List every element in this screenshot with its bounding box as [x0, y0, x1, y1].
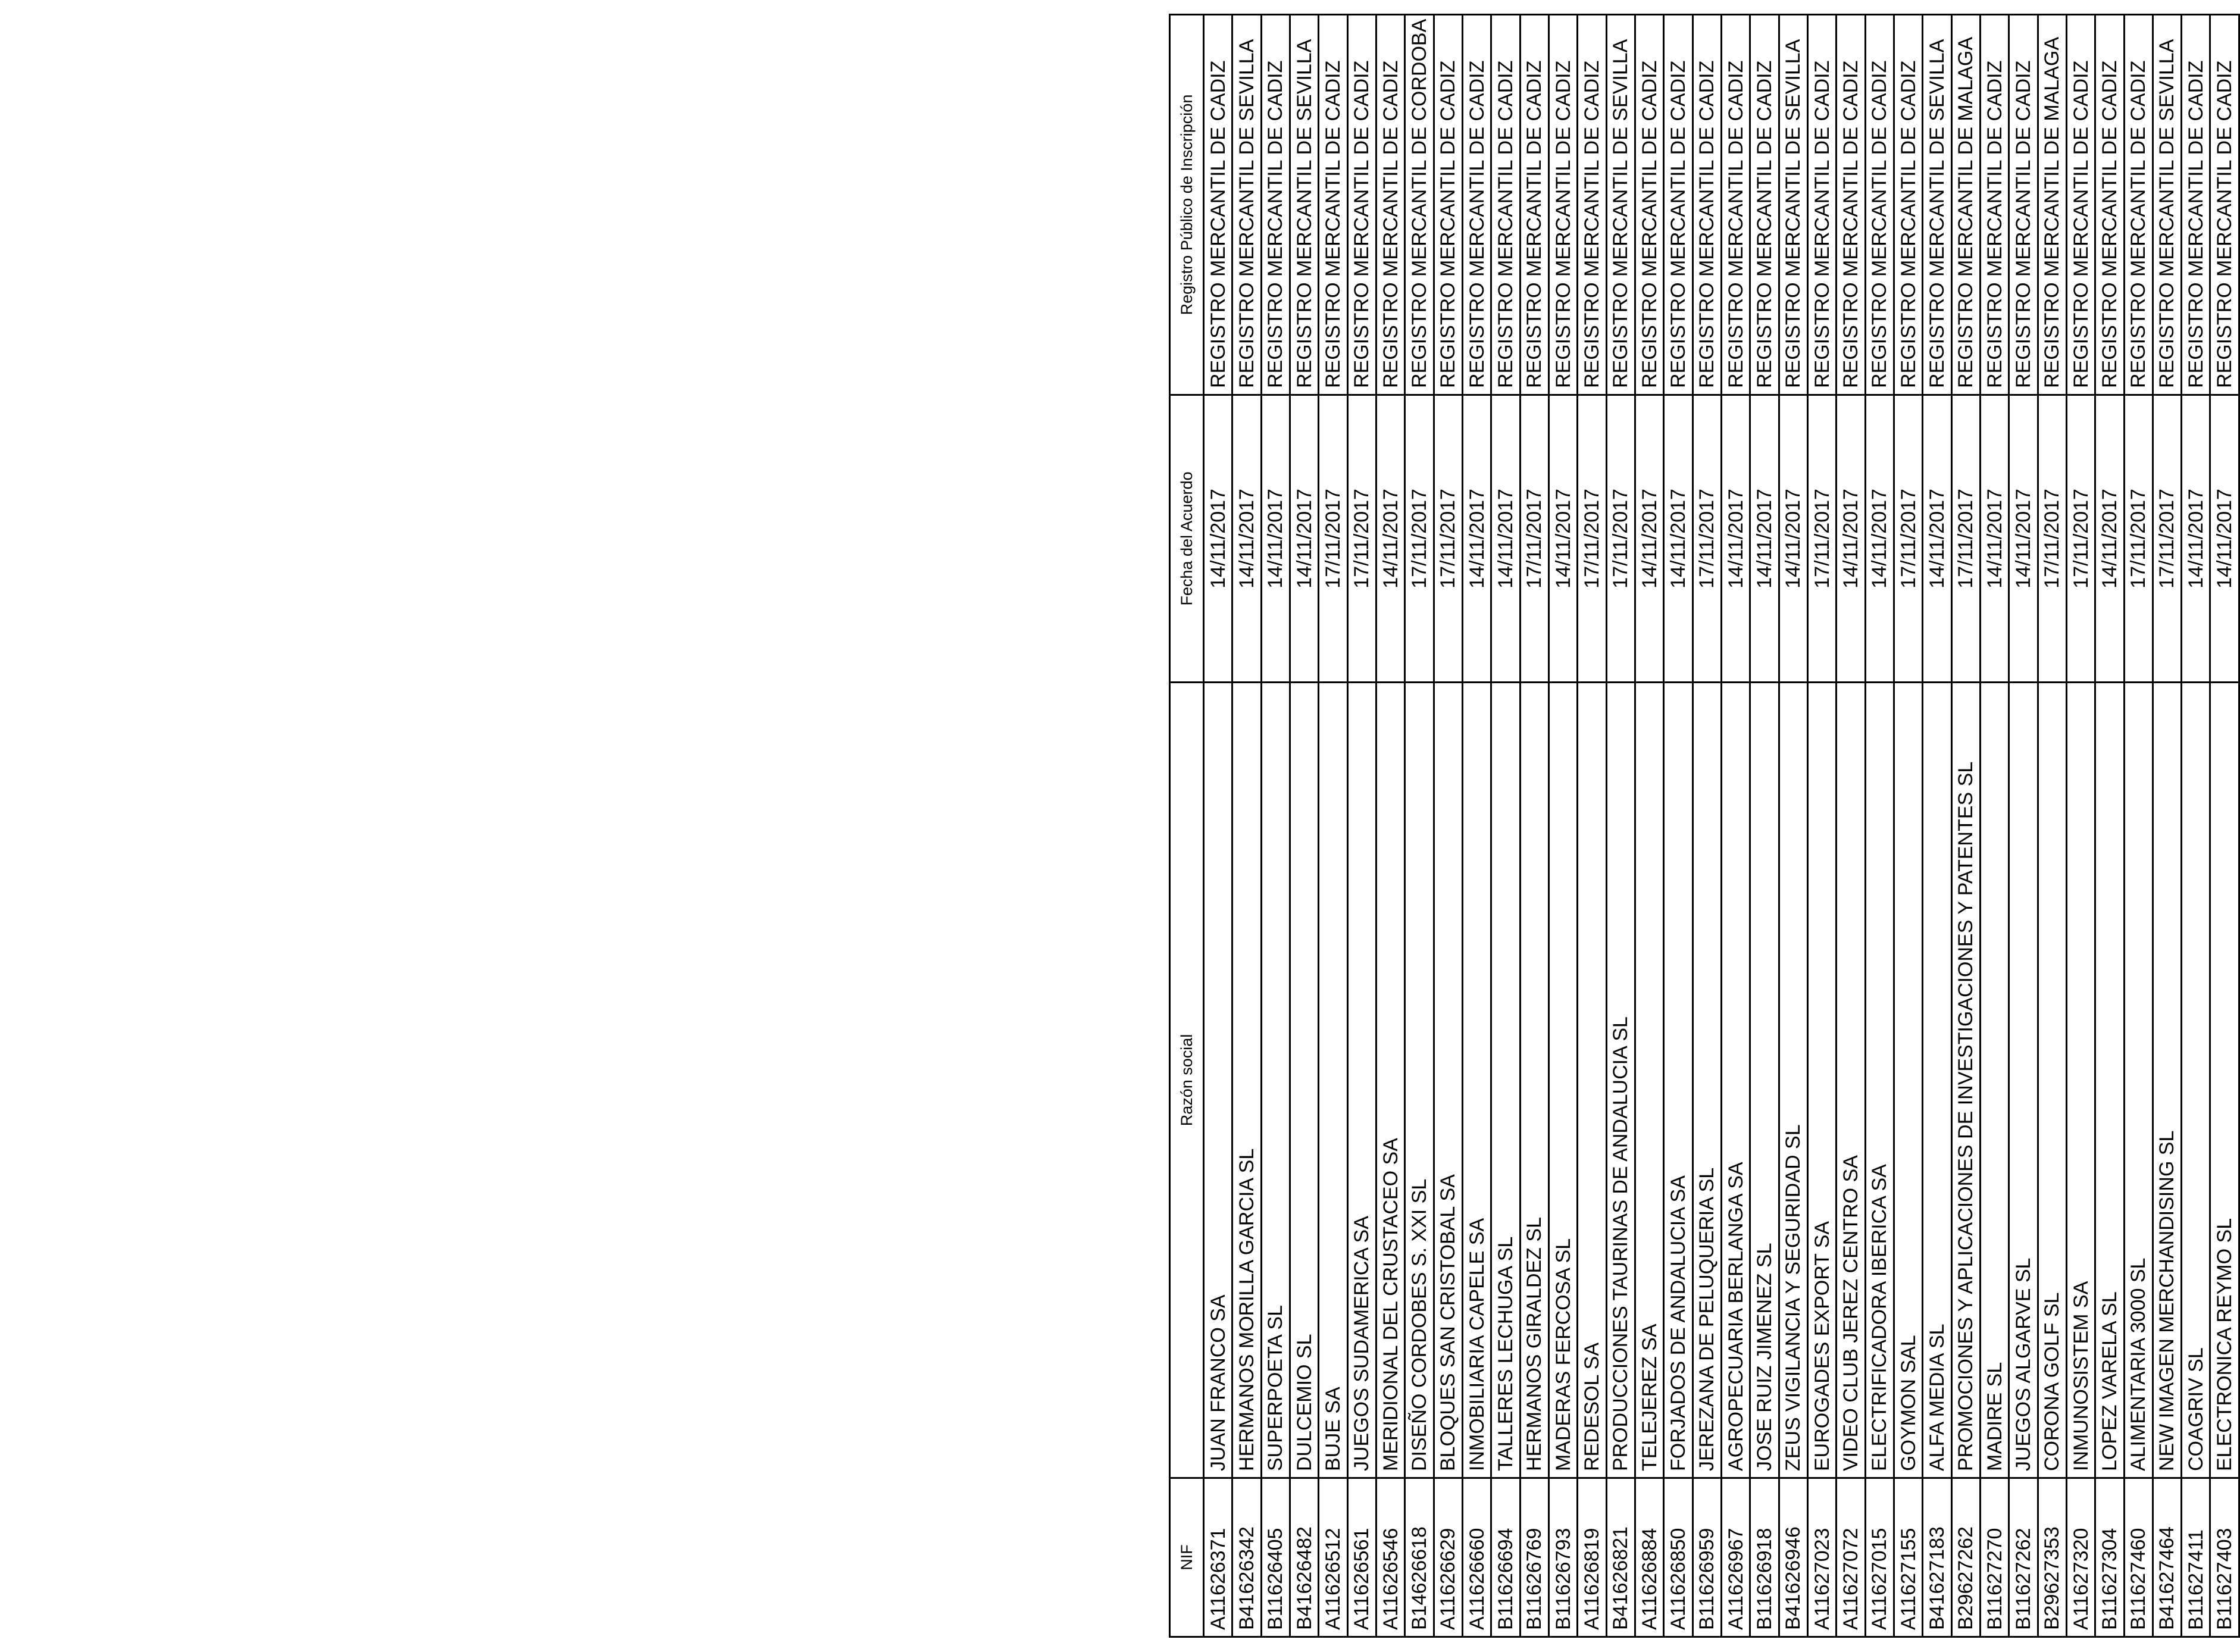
nif-cell: A11626850 [1664, 1478, 1692, 1637]
nif-cell: B11627270 [1980, 1478, 2009, 1637]
registro-cell: REGISTRO MERCANTIL DE CADIZ [1578, 15, 1606, 395]
razon-social-cell: JEREZANA DE PELUQUERIA SL [1692, 683, 1721, 1478]
registro-cell: REGISTRO MERCANTIL DE CADIZ [1750, 15, 1779, 395]
fecha-cell: 17/11/2017 [1951, 395, 1980, 683]
table-row [2124, 15, 2153, 1637]
nif-cell: B11627460 [2124, 1478, 2153, 1637]
fecha-cell: 17/11/2017 [1434, 395, 1462, 683]
nif-cell: A11627320 [2066, 1478, 2095, 1637]
fecha-cell: 17/11/2017 [1606, 395, 1635, 683]
table-row [1578, 15, 1606, 1637]
registro-cell: REGISTRO MERCANTIL DE CADIZ [1837, 15, 1865, 395]
razon-social-cell: DULCEMIO SL [1290, 683, 1318, 1478]
nif-cell: B11626793 [1548, 1478, 1577, 1637]
header-fecha-acuerdo: Fecha del Acuerdo [1170, 395, 1204, 683]
table-row [1290, 15, 1318, 1637]
table-header [1170, 15, 1204, 1637]
nif-cell: B29627353 [2038, 1478, 2066, 1637]
registro-cell: REGISTRO MERCANTIL DE CADIZ [1980, 15, 2009, 395]
table-row [1721, 15, 1750, 1637]
table-row [2153, 15, 2181, 1637]
fecha-cell: 14/11/2017 [1635, 395, 1663, 683]
fecha-cell: 14/11/2017 [1290, 395, 1318, 683]
razon-social-cell: ALIMENTARIA 3000 SL [2124, 683, 2153, 1478]
fecha-cell: 17/11/2017 [1692, 395, 1721, 683]
table-row [1462, 15, 1491, 1637]
nif-cell: B11627262 [2009, 1478, 2038, 1637]
table-row [1405, 15, 1434, 1637]
registro-cell: REGISTRO MERCANTIL DE SEVILLA [1923, 15, 1951, 395]
nif-cell: B11626769 [1520, 1478, 1548, 1637]
table-row [1807, 15, 1836, 1637]
registro-cell: REGISTRO MERCANTIL DE CADIZ [1376, 15, 1404, 395]
nif-cell: A11627015 [1865, 1478, 1894, 1637]
nif-cell: B11626405 [1261, 1478, 1290, 1637]
table-row [1261, 15, 1290, 1637]
fecha-cell: 14/11/2017 [2095, 395, 2124, 683]
registro-cell: REGISTRO MERCANTIL DE CADIZ [1865, 15, 1894, 395]
registro-cell: REGISTRO MERCANTIL DE CADIZ [1721, 15, 1750, 395]
razon-social-cell: ELECTRIFICADORA IBERICA SA [1865, 683, 1894, 1478]
razon-social-cell: JUEGOS SUDAMERICA SA [1347, 683, 1376, 1478]
table-row [2038, 15, 2066, 1637]
razon-social-cell: CORONA GOLF SL [2038, 683, 2066, 1478]
registro-cell: REGISTRO MERCANTIL DE SEVILLA [1290, 15, 1318, 395]
fecha-cell: 14/11/2017 [1779, 395, 1807, 683]
razon-social-cell: VIDEO CLUB JEREZ CENTRO SA [1837, 683, 1865, 1478]
nif-cell: B11627304 [2095, 1478, 2124, 1637]
registro-cell: REGISTRO MERCANTIL DE CADIZ [1548, 15, 1577, 395]
registro-cell: REGISTRO MERCANTIL DE CADIZ [1462, 15, 1491, 395]
fecha-cell: 17/11/2017 [1319, 395, 1347, 683]
table-row [1376, 15, 1404, 1637]
table-row [2210, 15, 2239, 1637]
table-row [1635, 15, 1663, 1637]
razon-social-cell: AGROPECUARIA BERLANGA SA [1721, 683, 1750, 1478]
razon-social-cell: SUPERPOETA SL [1261, 683, 1290, 1478]
registro-cell: REGISTRO MERCANTIL DE CADIZ [2066, 15, 2095, 395]
razon-social-cell: NEW IMAGEN MERCHANDISING SL [2153, 683, 2181, 1478]
table-row [1779, 15, 1807, 1637]
nif-cell: B11627411 [2182, 1478, 2210, 1637]
table-row [1319, 15, 1347, 1637]
registro-cell: REGISTRO MERCANTIL DE SEVILLA [2153, 15, 2181, 395]
table-row [1865, 15, 1894, 1637]
razon-social-cell: JUAN FRANCO SA [1204, 683, 1232, 1478]
razon-social-cell: TALLERES LECHUGA SL [1491, 683, 1520, 1478]
fecha-cell: 14/11/2017 [2210, 395, 2239, 683]
nif-cell: B11626918 [1750, 1478, 1779, 1637]
fecha-cell: 14/11/2017 [1980, 395, 2009, 683]
registry-table [1169, 14, 2240, 1638]
nif-cell: A11626660 [1462, 1478, 1491, 1637]
table-row [1750, 15, 1779, 1637]
fecha-cell: 14/11/2017 [1204, 395, 1232, 683]
nif-cell: A11626819 [1578, 1478, 1606, 1637]
table-row [2095, 15, 2124, 1637]
fecha-cell: 17/11/2017 [1347, 395, 1376, 683]
header-row [1170, 15, 1204, 1637]
table-row [1232, 15, 1261, 1637]
fecha-cell: 14/11/2017 [1462, 395, 1491, 683]
registro-cell: REGISTRO MERCANTIL DE CADIZ [1692, 15, 1721, 395]
fecha-cell: 17/11/2017 [1405, 395, 1434, 683]
table-row [1951, 15, 1980, 1637]
razon-social-cell: ZEUS VIGILANCIA Y SEGURIDAD SL [1779, 683, 1807, 1478]
nif-cell: A11626371 [1204, 1478, 1232, 1637]
fecha-cell: 14/11/2017 [2182, 395, 2210, 683]
rotated-table-container [1169, 15, 2240, 1638]
nif-cell: B41626946 [1779, 1478, 1807, 1637]
razon-social-cell: FORJADOS DE ANDALUCIA SA [1664, 683, 1692, 1478]
fecha-cell: 17/11/2017 [2038, 395, 2066, 683]
razon-social-cell: HERMANOS GIRALDEZ SL [1520, 683, 1548, 1478]
razon-social-cell: INMUNOSISTEM SA [2066, 683, 2095, 1478]
razon-social-cell: BUJE SA [1319, 683, 1347, 1478]
table-row [2182, 15, 2210, 1637]
table-body [1204, 15, 2239, 1637]
fecha-cell: 17/11/2017 [1894, 395, 1922, 683]
registro-cell: REGISTRO MERCANTIL DE CADIZ [1204, 15, 1232, 395]
header-registro: Registro Público de Inscripción [1170, 15, 1204, 395]
nif-cell: A11626546 [1376, 1478, 1404, 1637]
fecha-cell: 17/11/2017 [1520, 395, 1548, 683]
table-row [1692, 15, 1721, 1637]
table-row [1204, 15, 1232, 1637]
table-row [1347, 15, 1376, 1637]
nif-cell: A11626512 [1319, 1478, 1347, 1637]
header-nif: NIF [1170, 1478, 1204, 1637]
registro-cell: REGISTRO MERCANTIL DE CADIZ [1635, 15, 1663, 395]
registro-cell: REGISTRO MERCANTIL DE CADIZ [1520, 15, 1548, 395]
registro-cell: REGISTRO MERCANTIL DE CADIZ [1434, 15, 1462, 395]
fecha-cell: 14/11/2017 [2009, 395, 2038, 683]
fecha-cell: 14/11/2017 [1721, 395, 1750, 683]
fecha-cell: 17/11/2017 [1578, 395, 1606, 683]
registro-cell: REGISTRO MERCANTIL DE CADIZ [1261, 15, 1290, 395]
razon-social-cell: INMOBILIARIA CAPELE SA [1462, 683, 1491, 1478]
table-row [1434, 15, 1462, 1637]
table-row [1980, 15, 2009, 1637]
razon-social-cell: REDESOL SA [1578, 683, 1606, 1478]
table-row [1491, 15, 1520, 1637]
nif-cell: B41626821 [1606, 1478, 1635, 1637]
fecha-cell: 14/11/2017 [1232, 395, 1261, 683]
razon-social-cell: MERIDIONAL DEL CRUSTACEO SA [1376, 683, 1404, 1478]
table-row [1923, 15, 1951, 1637]
fecha-cell: 14/11/2017 [1491, 395, 1520, 683]
registro-cell: REGISTRO MERCANTIL DE CADIZ [2095, 15, 2124, 395]
registro-cell: REGISTRO MERCANTIL DE SEVILLA [1779, 15, 1807, 395]
razon-social-cell: GOYMON SAL [1894, 683, 1922, 1478]
registro-cell: REGISTRO MERCANTIL DE SEVILLA [1232, 15, 1261, 395]
razon-social-cell: PRODUCCIONES TAURINAS DE ANDALUCIA SL [1606, 683, 1635, 1478]
nif-cell: B41626342 [1232, 1478, 1261, 1637]
fecha-cell: 14/11/2017 [1664, 395, 1692, 683]
table-row [1606, 15, 1635, 1637]
fecha-cell: 17/11/2017 [2124, 395, 2153, 683]
fecha-cell: 17/11/2017 [2066, 395, 2095, 683]
nif-cell: B11626959 [1692, 1478, 1721, 1637]
registro-cell: REGISTRO MERCANTIL DE CADIZ [2124, 15, 2153, 395]
razon-social-cell: BLOQUES SAN CRISTOBAL SA [1434, 683, 1462, 1478]
nif-cell: B29627262 [1951, 1478, 1980, 1637]
razon-social-cell: EUROGADES EXPORT SA [1807, 683, 1836, 1478]
fecha-cell: 14/11/2017 [1750, 395, 1779, 683]
razon-social-cell: JUEGOS ALGARVE SL [2009, 683, 2038, 1478]
razon-social-cell: ELECTRONICA REYMO SL [2210, 683, 2239, 1478]
razon-social-cell: HERMANOS MORILLA GARCIA SL [1232, 683, 1261, 1478]
razon-social-cell: TELEJEREZ SA [1635, 683, 1663, 1478]
fecha-cell: 17/11/2017 [2153, 395, 2181, 683]
registro-cell: REGISTRO MERCANTIL DE CADIZ [1894, 15, 1922, 395]
registro-cell: REGISTRO MERCANTIL DE MALAGA [2038, 15, 2066, 395]
registro-cell: REGISTRO MERCANTIL DE CADIZ [1491, 15, 1520, 395]
nif-cell: B11626694 [1491, 1478, 1520, 1637]
razon-social-cell: PROMOCIONES Y APLICACIONES DE INVESTIGACIONES Y PATENTES SL [1951, 683, 1980, 1478]
fecha-cell: 17/11/2017 [1807, 395, 1836, 683]
fecha-cell: 14/11/2017 [1548, 395, 1577, 683]
registro-cell: REGISTRO MERCANTIL DE CADIZ [1347, 15, 1376, 395]
razon-social-cell: LOPEZ VARELA SL [2095, 683, 2124, 1478]
nif-cell: B11627403 [2210, 1478, 2239, 1637]
fecha-cell: 14/11/2017 [1923, 395, 1951, 683]
table-row [1837, 15, 1865, 1637]
nif-cell: A11626884 [1635, 1478, 1663, 1637]
registro-cell: REGISTRO MERCANTIL DE MALAGA [1951, 15, 1980, 395]
registro-cell: REGISTRO MERCANTIL DE CADIZ [2210, 15, 2239, 395]
fecha-cell: 14/11/2017 [1865, 395, 1894, 683]
nif-cell: A11626629 [1434, 1478, 1462, 1637]
registro-cell: REGISTRO MERCANTIL DE CORDOBA [1405, 15, 1434, 395]
registro-cell: REGISTRO MERCANTIL DE CADIZ [1319, 15, 1347, 395]
table-row [2009, 15, 2038, 1637]
nif-cell: A11627023 [1807, 1478, 1836, 1637]
table-row [2066, 15, 2095, 1637]
header-razon-social: Razón social [1170, 683, 1204, 1478]
razon-social-cell: JOSE RUIZ JIMENEZ SL [1750, 683, 1779, 1478]
registro-cell: REGISTRO MERCANTIL DE CADIZ [1807, 15, 1836, 395]
nif-cell: A11626967 [1721, 1478, 1750, 1637]
table-row [1520, 15, 1548, 1637]
registro-cell: REGISTRO MERCANTIL DE CADIZ [2182, 15, 2210, 395]
razon-social-cell: COAGRIV SL [2182, 683, 2210, 1478]
table-row [1664, 15, 1692, 1637]
nif-cell: A11627155 [1894, 1478, 1922, 1637]
registro-cell: REGISTRO MERCANTIL DE SEVILLA [1606, 15, 1635, 395]
nif-cell: B41627183 [1923, 1478, 1951, 1637]
razon-social-cell: MADERAS FERCOSA SL [1548, 683, 1577, 1478]
table-row [1894, 15, 1922, 1637]
nif-cell: B41627464 [2153, 1478, 2181, 1637]
registro-cell: REGISTRO MERCANTIL DE CADIZ [1664, 15, 1692, 395]
nif-cell: B41626482 [1290, 1478, 1318, 1637]
nif-cell: A11627072 [1837, 1478, 1865, 1637]
razon-social-cell: DISEÑO CORDOBES S. XXI SL [1405, 683, 1434, 1478]
fecha-cell: 14/11/2017 [1837, 395, 1865, 683]
fecha-cell: 14/11/2017 [1261, 395, 1290, 683]
table-row [1548, 15, 1577, 1637]
registro-cell: REGISTRO MERCANTIL DE CADIZ [2009, 15, 2038, 395]
nif-cell: A11626561 [1347, 1478, 1376, 1637]
nif-cell: B14626618 [1405, 1478, 1434, 1637]
fecha-cell: 14/11/2017 [1376, 395, 1404, 683]
razon-social-cell: MADIRE SL [1980, 683, 2009, 1478]
razon-social-cell: ALFA MEDIA SL [1923, 683, 1951, 1478]
